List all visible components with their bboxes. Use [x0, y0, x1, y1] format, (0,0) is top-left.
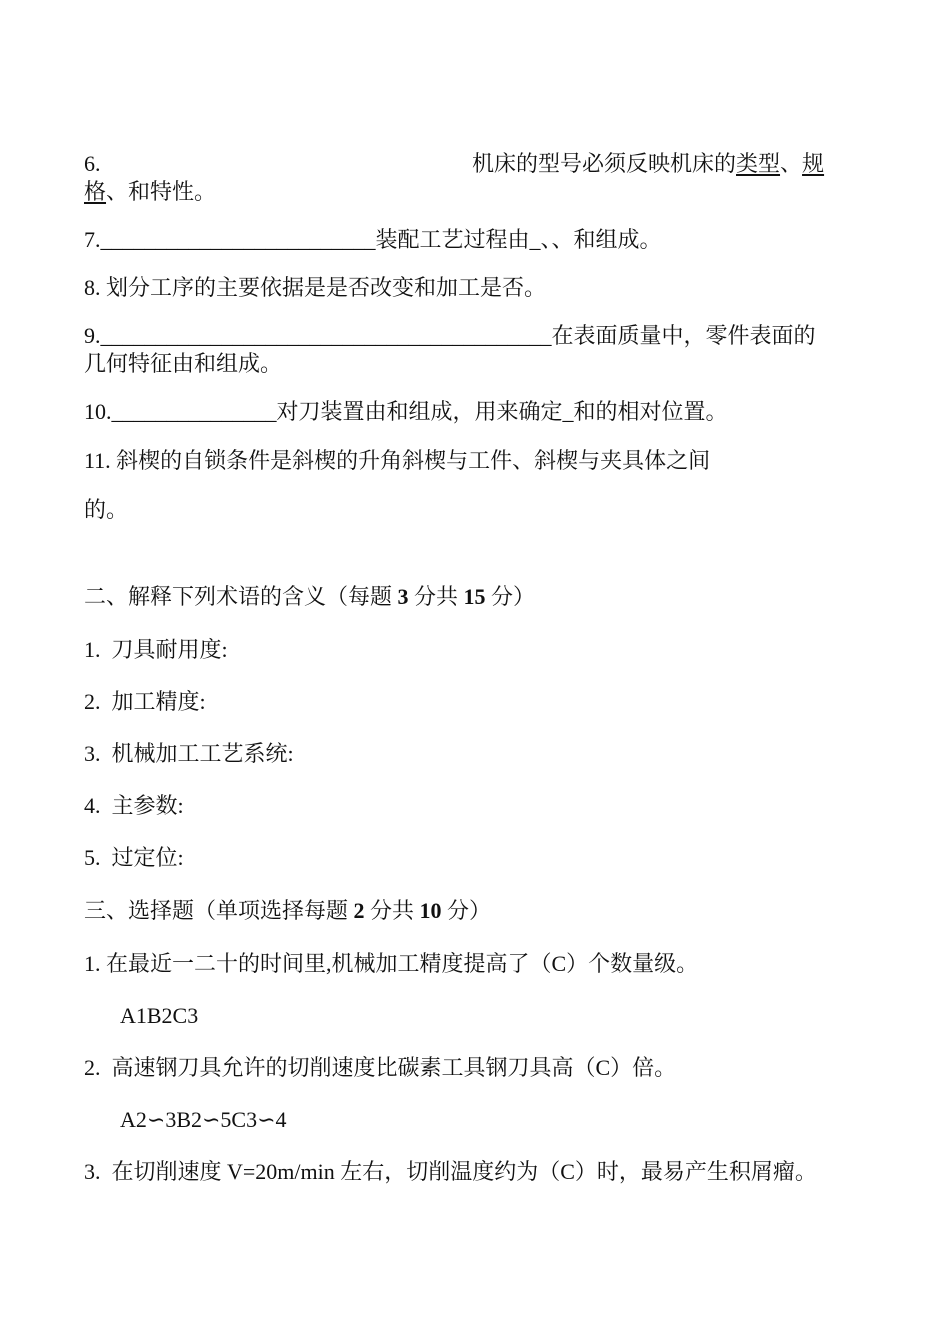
section3-total: 10	[419, 898, 442, 923]
section2-item: 3. 机械加工工艺系统:	[84, 741, 294, 766]
q6-continuation	[84, 178, 216, 206]
section3-heading	[84, 897, 491, 925]
section3-q1: 1. 在最近一二十的时间里,机械加工精度提高了（C）个数量级。	[84, 951, 699, 976]
section3-q2-options: A2∽3B2∽5C3∽4	[120, 1107, 287, 1132]
q9-number: 9.	[84, 323, 101, 348]
section2-total: 15	[463, 584, 486, 609]
q10-blank: _______________	[111, 399, 277, 424]
q7-blank: _________________________	[100, 227, 376, 252]
q9-blank: _________________________________________	[100, 323, 552, 348]
q9	[84, 322, 816, 350]
q7	[84, 226, 662, 254]
section2-heading-a: 二、解释下列术语的含义（每题	[84, 584, 393, 609]
q6-underlined-spec-b: 格	[84, 179, 107, 204]
section2-heading	[84, 583, 535, 611]
section2-item: 5. 过定位:	[84, 845, 184, 870]
q10-text: 对刀装置由和组成，用来确定_和的相对位置。	[276, 399, 728, 424]
section3-points: 2	[353, 898, 365, 923]
q11-text: 11. 斜楔的自锁条件是斜楔的升角斜楔与工件、斜楔与夹具体之间	[84, 448, 711, 473]
q11-continuation: 的。	[84, 497, 129, 522]
q6-text-main: 机床的型号必须反映机床的	[472, 151, 737, 176]
section2-item: 4. 主参数:	[84, 793, 184, 818]
section3-heading-a: 三、选择题（单项选择每题	[84, 898, 349, 923]
q8-text: 8. 划分工序的主要依据是是否改变和加工是否。	[84, 275, 547, 300]
q6-text	[472, 150, 824, 178]
section2-points: 3	[397, 584, 409, 609]
section3-q2: 2. 高速钢刀具允许的切削速度比碳素工具钢刀具高（C）倍。	[84, 1055, 677, 1080]
q9-continuation: 几何特征由和组成。	[84, 351, 283, 376]
q6-number: 6.	[84, 151, 101, 176]
q7-number: 7.	[84, 227, 101, 252]
section3-heading-b: 分共	[370, 898, 415, 923]
section2-heading-c: 分）	[491, 584, 536, 609]
section3-q3: 3. 在切削速度 V=20m/min 左右，切削温度约为（C）时，最易产生积屑瘤。	[84, 1159, 817, 1184]
section2-heading-b: 分共	[414, 584, 459, 609]
q9-text: 在表面质量中，零件表面的	[551, 323, 816, 348]
section3-heading-c: 分）	[447, 898, 492, 923]
q10	[84, 398, 728, 426]
q10-number: 10.	[84, 399, 112, 424]
section2-item: 2. 加工精度:	[84, 689, 206, 714]
q7-text: 装配工艺过程由_、、和组成。	[375, 227, 662, 252]
q6-tail: 、和特性。	[106, 179, 217, 204]
q6-underlined-type: 类型	[736, 151, 781, 176]
q6-underlined-spec-a: 规	[802, 151, 825, 176]
q6-separator: 、	[780, 151, 803, 176]
section2-item: 1. 刀具耐用度:	[84, 637, 228, 662]
section3-q1-options: A1B2C3	[120, 1003, 199, 1028]
